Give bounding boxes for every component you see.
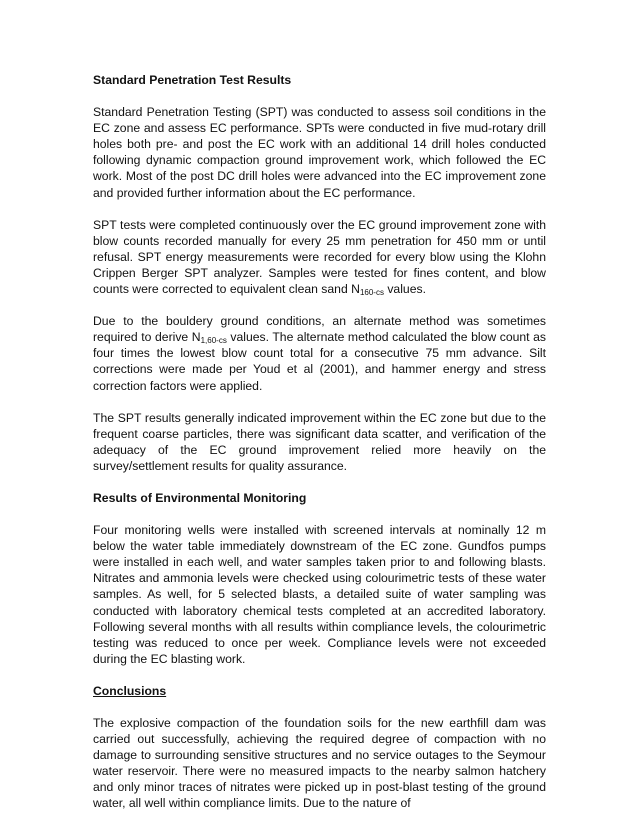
spt-paragraph-3-after: values. The alternate method calculated the blow count as four times the lowest blow count total for a consecutive 75 mm advance. Silt corrections were made per Youd et al (2001), and hammer energy and stress correction factors were applied. <box>93 330 546 393</box>
env-monitoring-paragraph: Four monitoring wells were installed with screened intervals at nominally 12 m below the water table immediately downstream of the EC zone. Gundfos pumps were installed in each well, and water samples taken prior to and following blasts. Nitrates and ammonia levels were checked using colourimetric tests of these water samples. As well, for 5 selected blasts, a detailed suite of water sampling was conducted with laboratory chemical tests completed at an accredited laboratory. Following several months with all results within compliance levels, the colourimetric testing was reduced to once per week. Compliance levels were not exceeded during the EC blasting work. <box>93 523 546 666</box>
spt-paragraph-1: Standard Penetration Testing (SPT) was conducted to assess soil conditions in the EC zone and assess EC performance. SPTs were conducted in five mud-rotary drill holes both pre- and post the EC work with an additional 14 drill holes conducted following dynamic compaction ground improvement work, which followed the EC work. Most of the post DC drill holes were advanced into the EC improvement zone and provided further information about the EC performance. <box>93 105 546 200</box>
spt-paragraph-3-before: Due to the bouldery ground conditions, an alternate method was sometimes required to derive N <box>93 314 546 345</box>
spt-paragraph-4: The SPT results generally indicated improvement within the EC zone but due to the frequent coarse particles, there was significant data scatter, and verification of the adequacy of the EC ground improvement relied more heavily on the survey/settlement results for quality assurance. <box>93 410 546 473</box>
env-monitoring-heading: Results of Environmental Monitoring <box>93 490 307 505</box>
spt-results-heading: Standard Penetration Test Results <box>93 73 292 87</box>
spt-paragraph-3 <box>93 313 546 393</box>
spt-paragraph-2-subscript: 160-cs <box>359 288 384 298</box>
document-page <box>93 72 546 828</box>
conclusions-heading: Conclusions <box>93 683 167 698</box>
spt-paragraph-3-subscript: 1,60-cs <box>200 336 227 346</box>
spt-paragraph-2-after: values. <box>383 282 426 297</box>
spt-paragraph-2 <box>93 217 546 297</box>
spt-paragraph-2-text: SPT tests were completed continuously over the EC ground improvement zone with blow counts recorded manually for every 25 mm penetration for 450 mm or until refusal. SPT energy measurements were recorded for every blow using the Klohn Crippen Berger SPT analyzer. Samples were tested for fines content, and blow counts were corrected to equivalent clean sand N <box>93 217 546 297</box>
conclusions-paragraph: The explosive compaction of the foundation soils for the new earthfill dam was carried out successfully, achieving the required degree of compaction with no damage to surrounding sensitive structures and no service outages to the Seymour water reservoir. There were no measured impacts to the nearby salmon hatchery and only minor traces of nitrates were picked up in post-blast testing of the ground water, all well within compliance limits. Due to the nature of <box>93 716 546 811</box>
